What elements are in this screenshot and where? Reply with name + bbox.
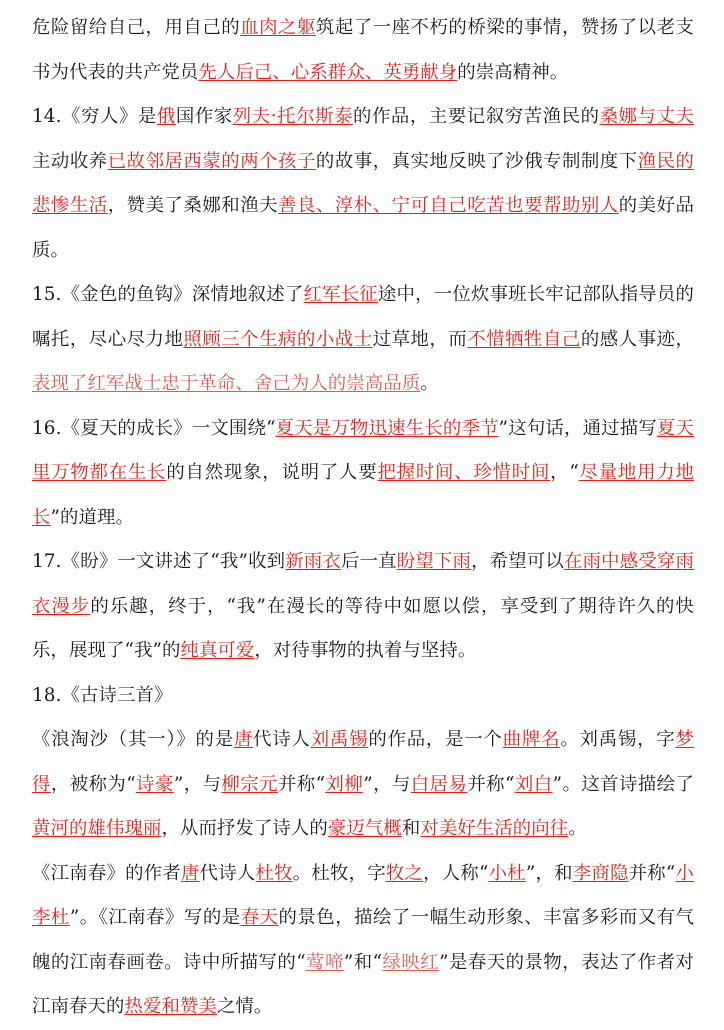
text-segment: ”，与 <box>363 773 411 795</box>
highlight-term: 诗豪 <box>135 773 174 795</box>
text-segment: 筑起了一座不朽的桥梁的事情，赞扬了以老支书为代表的共产党员 <box>32 17 694 83</box>
text-segment: 《金色的鱼钩》深情地叙述了 <box>61 284 304 305</box>
highlight-term: 已故邻居西蒙的两个孩子 <box>107 150 316 172</box>
highlight-term: 白居易 <box>410 773 468 795</box>
paragraph-18-langtaosha <box>32 718 694 852</box>
highlight-term: 牧之 <box>385 862 424 884</box>
highlight-term: 表现了红军战士忠于革命、舍己为人的崇高品质 <box>32 373 421 394</box>
highlight-term: 先人后己、心系群众、英勇献身 <box>198 61 458 83</box>
text-segment: 主动收养 <box>32 150 108 172</box>
text-segment: ”的道理。 <box>50 506 134 528</box>
highlight-term: 小李杜 <box>32 862 694 928</box>
text-segment: 的作品，是一个 <box>368 729 503 750</box>
text-segment: 。杜牧，字 <box>292 862 386 884</box>
highlight-term: 不惜牺牲自己 <box>467 328 581 350</box>
highlight-term: 热爱和赞美 <box>124 996 217 1017</box>
item-number: 18. <box>32 684 62 706</box>
item-number: 15. <box>32 284 62 305</box>
paragraph-16 <box>32 407 694 541</box>
highlight-term: 照顾三个生病的小战士 <box>183 328 373 350</box>
highlight-term: 刘柳 <box>325 773 364 795</box>
text-segment: 。刘禹锡，字 <box>560 729 676 750</box>
item-number: 17. <box>32 551 62 572</box>
highlight-term: 夏天里万物都在生长 <box>32 417 695 483</box>
highlight-term: 渔民的悲惨生活 <box>32 150 694 216</box>
highlight-term: 李商隐 <box>572 862 629 884</box>
text-segment: ”。这首诗描绘了 <box>552 773 695 795</box>
highlight-term: 尽量地用力地长 <box>32 462 694 528</box>
text-segment: 。 <box>568 818 587 839</box>
highlight-term: 血肉之躯 <box>240 17 316 38</box>
text-segment: ，“ <box>550 462 579 483</box>
text-segment: 《江南春》的作者 <box>32 862 181 884</box>
text-segment: 和 <box>401 818 421 839</box>
highlight-term: 曲牌名 <box>502 729 561 750</box>
text-segment: 后一直 <box>341 551 397 572</box>
highlight-term: 盼望下雨 <box>396 551 472 572</box>
text-segment: 的美好品质。 <box>32 195 695 261</box>
text-segment: ”是春天的景物，表达了作者对江南春天的 <box>32 951 695 1017</box>
text-segment: 的自然现象，说明了人要 <box>166 462 378 483</box>
highlight-term: 桑娜与丈夫 <box>599 106 694 127</box>
highlight-term: 唐 <box>180 862 200 884</box>
paragraph-18-heading <box>32 674 694 719</box>
text-segment: 《古诗三首》 <box>61 684 173 706</box>
highlight-term: 列夫·托尔斯泰 <box>232 106 353 127</box>
highlight-term: 纯真可爱 <box>180 640 255 661</box>
text-segment: 。 <box>420 373 439 394</box>
highlight-term: 杜牧 <box>255 862 293 884</box>
text-segment: ”，与 <box>173 773 222 795</box>
text-segment: 代诗人 <box>199 862 256 884</box>
text-segment: ，被称为“ <box>50 773 136 795</box>
text-segment: 之情。 <box>216 996 273 1017</box>
text-segment: 并称“ <box>277 773 326 795</box>
highlight-term: 绿映红 <box>382 951 440 973</box>
text-segment: 的乐趣，终于，“我”在漫长的等待中如愿以偿，享受到了期待许久的快乐，展现了“我”的 <box>32 595 694 661</box>
paragraph-15 <box>32 273 694 407</box>
highlight-term: 在雨中感受穿雨衣漫步 <box>32 551 694 617</box>
text-segment: 代诗人 <box>253 729 311 750</box>
highlight-term: 莺啼 <box>305 951 344 973</box>
text-segment: ，人称“ <box>423 862 489 884</box>
highlight-term: 豪迈气概 <box>327 818 402 839</box>
highlight-term: 红军长征 <box>303 284 378 305</box>
highlight-term: 唐 <box>233 729 254 750</box>
highlight-term: 小杜 <box>488 862 526 884</box>
text-segment: ”。《江南春》写的是 <box>69 907 241 928</box>
text-segment: 《穷人》是 <box>61 106 157 127</box>
text-segment: 并称“ <box>628 862 676 884</box>
text-segment: ，对待事物的执着与坚持。 <box>254 640 477 661</box>
highlight-term: 春天 <box>240 907 279 928</box>
highlight-term: 对美好生活的向往 <box>420 818 569 839</box>
highlight-term: 把握时间、珍惜时间 <box>377 462 551 483</box>
highlight-term: 柳宗元 <box>221 773 278 795</box>
highlight-term: 黄河的雄伟瑰丽 <box>32 818 162 839</box>
highlight-term: 善良、淳朴、宁可自己吃苦也要帮助别人 <box>278 195 619 216</box>
highlight-term: 梦得 <box>32 729 694 795</box>
text-segment: 《浪淘沙（其一）》的是 <box>32 729 234 750</box>
highlight-term: 俄 <box>156 106 176 127</box>
text-segment: ，从而抒发了诗人的 <box>161 818 328 839</box>
paragraph-14 <box>32 95 694 273</box>
text-segment: ，赞美了桑娜和渔夫 <box>107 195 279 216</box>
text-segment: 的崇高精神。 <box>457 61 569 83</box>
text-segment: ”，和 <box>525 862 573 884</box>
text-segment: ，希望可以 <box>471 551 564 572</box>
text-segment: 的作品，主要记叙穷苦渔民的 <box>353 106 600 127</box>
highlight-term: 新雨衣 <box>285 551 341 572</box>
item-number: 14. <box>32 106 62 127</box>
text-segment: 国作家 <box>175 106 233 127</box>
text-segment: 的故事，真实地反映了沙俄专制制度下 <box>315 150 638 172</box>
paragraph-17 <box>32 540 694 674</box>
highlight-term: 夏天是万物迅速生长的季节 <box>275 417 499 439</box>
paragraph-18-jiangnanchun <box>32 852 694 1030</box>
highlight-term: 刘禹锡 <box>310 729 369 750</box>
paragraph-13-continuation <box>32 6 694 95</box>
text-segment: 危险留给自己，用自己的 <box>32 17 241 38</box>
text-segment: 《夏天的成长》一文围绕“ <box>61 417 276 439</box>
text-segment: ”这句话，通过描写 <box>498 417 657 439</box>
text-segment: ”和“ <box>343 951 383 973</box>
highlight-term: 刘白 <box>514 773 553 795</box>
text-segment: 过草地，而 <box>372 328 468 350</box>
item-number: 16. <box>32 417 62 439</box>
text-segment: 并称“ <box>467 773 515 795</box>
text-segment: 的感人事迹， <box>580 328 694 350</box>
text-segment: 的景色，描绘了一幅生动形象、丰富多彩而又有气魄的江南春画卷。诗中所描写的“ <box>32 907 695 973</box>
text-segment: 《盼》一文讲述了“我”收到 <box>61 551 286 572</box>
text-segment: 途中，一位炊事班长牢记部队指导员的嘱托，尽心尽力地 <box>32 284 694 350</box>
